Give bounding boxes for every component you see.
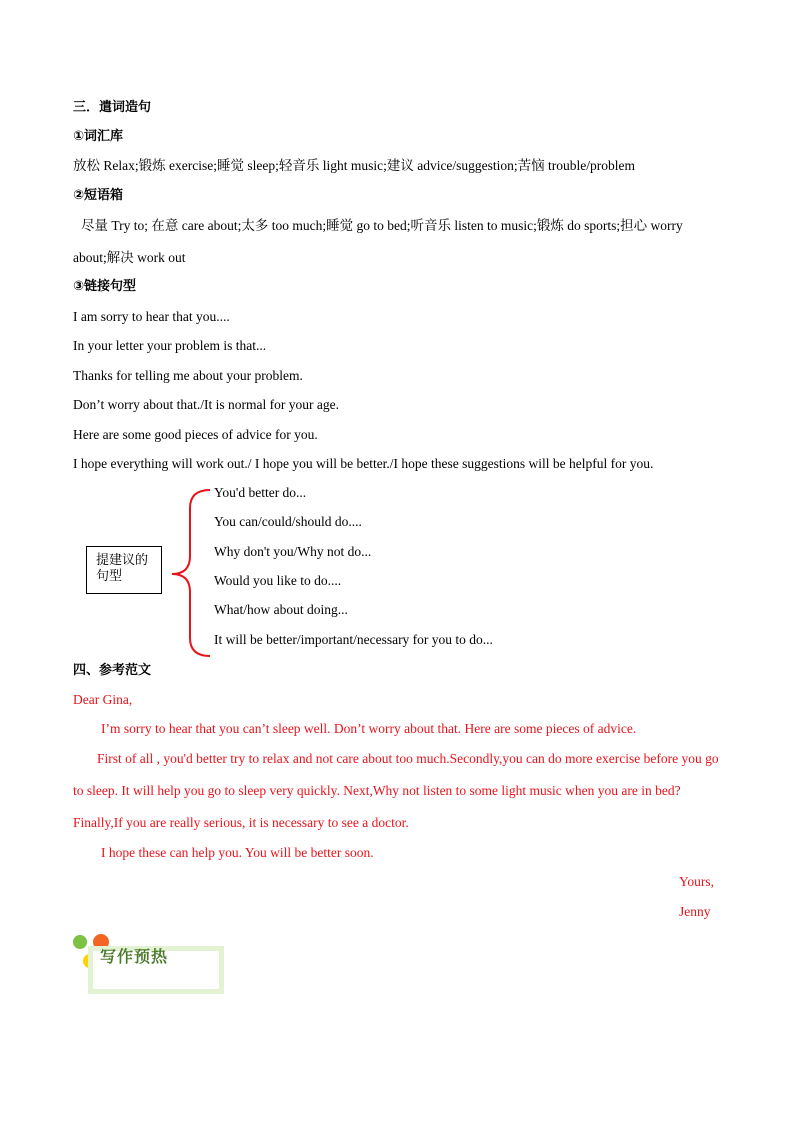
- pattern-line: I hope everything will work out./ I hope you will be better./I hope these suggestions will be helpful for you.: [73, 456, 654, 471]
- section-badge: [70, 932, 230, 998]
- letter-paragraph-2-line-2: to sleep. It will help you go to sleep very quickly. Next,Why not listen to some light music when you are in bed?: [73, 783, 681, 798]
- suggestion-line: Why don't you/Why not do...: [214, 544, 372, 559]
- curly-brace-icon: [168, 484, 214, 662]
- pattern-heading: ③链接句型: [73, 279, 137, 294]
- phrase-line-1: 尽量 Try to; 在意 care about;太多 too much;睡觉 go to bed;听音乐 listen to music;锻炼 do sports;担心 worry: [81, 218, 683, 233]
- vocab-text: 放松 Relax;锻炼 exercise;睡觉 sleep;轻音乐 light music;建议 advice/suggestion;苦恼 trouble/problem: [73, 158, 636, 173]
- phrase-heading: ②短语箱: [73, 188, 124, 203]
- suggestion-line: It will be better/important/necessary for you to do...: [214, 632, 493, 647]
- suggestion-line: You'd better do...: [214, 485, 307, 500]
- pattern-line: In your letter your problem is that...: [73, 338, 267, 353]
- letter-signature: Jenny: [679, 904, 711, 919]
- pattern-line: Don’t worry about that./It is normal for your age.: [73, 397, 339, 412]
- letter-paragraph-2-line-1: First of all , you'd better try to relax and not care about too much.Secondly,you can do more exercise before you go: [97, 751, 719, 766]
- pattern-line: I am sorry to hear that you....: [73, 309, 230, 324]
- letter-paragraph-2-line-3: Finally,If you are really serious, it is necessary to see a doctor.: [73, 815, 409, 830]
- letter-paragraph-3: I hope these can help you. You will be better soon.: [101, 845, 374, 860]
- phrase-line-2: about;解决 work out: [73, 250, 186, 265]
- letter-salutation: Dear Gina,: [73, 692, 133, 707]
- pattern-line: Thanks for telling me about your problem.: [73, 368, 303, 383]
- badge-label: 写作预热: [100, 947, 169, 966]
- suggestion-box-label: 提建议的 句型: [96, 553, 149, 584]
- pattern-line: Here are some good pieces of advice for you.: [73, 427, 318, 442]
- section3-heading: 三．遣词造句: [73, 100, 152, 115]
- suggestion-box: [86, 546, 162, 594]
- suggestion-line: You can/could/should do....: [214, 514, 362, 529]
- letter-paragraph-1: I’m sorry to hear that you can’t sleep well. Don’t worry about that. Here are some pieces of advice.: [101, 721, 637, 736]
- suggestion-line: Would you like to do....: [214, 573, 342, 588]
- letter-closing: Yours,: [679, 874, 715, 889]
- suggestion-line: What/how about doing...: [214, 602, 348, 617]
- section4-heading: 四、参考范文: [73, 663, 152, 678]
- vocab-heading: ①词汇库: [73, 129, 124, 144]
